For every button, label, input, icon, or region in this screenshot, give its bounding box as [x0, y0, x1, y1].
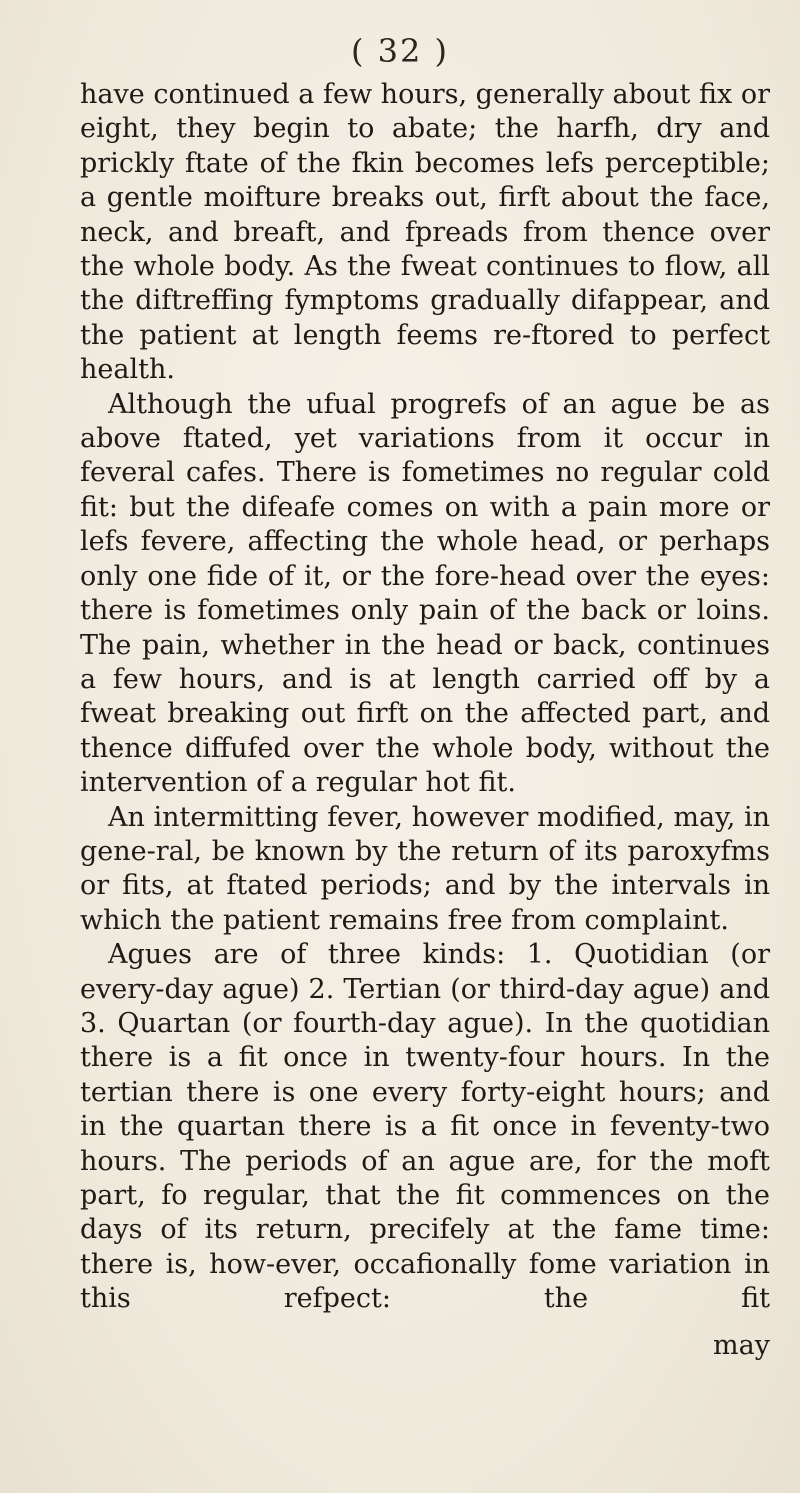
catchword: may — [713, 1330, 770, 1361]
paragraph-kinds-of-ague: Agues are of three kinds: 1. Quotidian (or every-day ague) 2. Tertian (or third-day ague) and 3. Quartan (or fourth-day ague). In the quotidian there is a fit once in twenty-four hours. In the tertian there is one every forty-eight hours; and in the quartan there is a fit once in feventy-two hours. The periods of an ague are, for the moft part, fo regular, that the fit commences on the days of its return, precifely at the fame time: there is, how-ever, occafionally fome variation in this refpect: the fit — [80, 939, 770, 1315]
page-number: ( 32 ) — [350, 32, 450, 70]
paragraph-variations: Although the ufual progrefs of an ague be as above ftated, yet variations from it occur in feveral cafes. There is fometimes no regular cold fit: but the difeafe comes on with a pain more or lefs fevere, affecting the whole head, or perhaps only one fide of it, or the fore-head over the eyes: there is fometimes only pain of the back or loins. The pain, whether in the head or back, continues a few hours, and is at length carried off by a fweat breaking out firft on the affected part, and thence diffufed over the whole body, without the intervention of a regular hot fit. — [80, 388, 770, 799]
paragraph-continued: have continued a few hours, generally about fix or eight, they begin to abate; the harfh, dry and prickly ftate of the fkin becomes lefs perceptible; a gentle moifture breaks out, firft about the face, neck, and breaft, and fpreads from thence over the whole body. As the fweat continues to flow, all the diftreffing fymptoms gradually difappear, and the patient at length feems re-ftored to perfect health. — [80, 79, 770, 386]
body-text — [80, 78, 770, 1317]
paragraph-intermitting-fever: An intermitting fever, however modified, may, in gene-ral, be known by the return of its paroxyfms or fits, at ftated periods; and by the intervals in which the patient remains free from complaint. — [80, 801, 770, 936]
